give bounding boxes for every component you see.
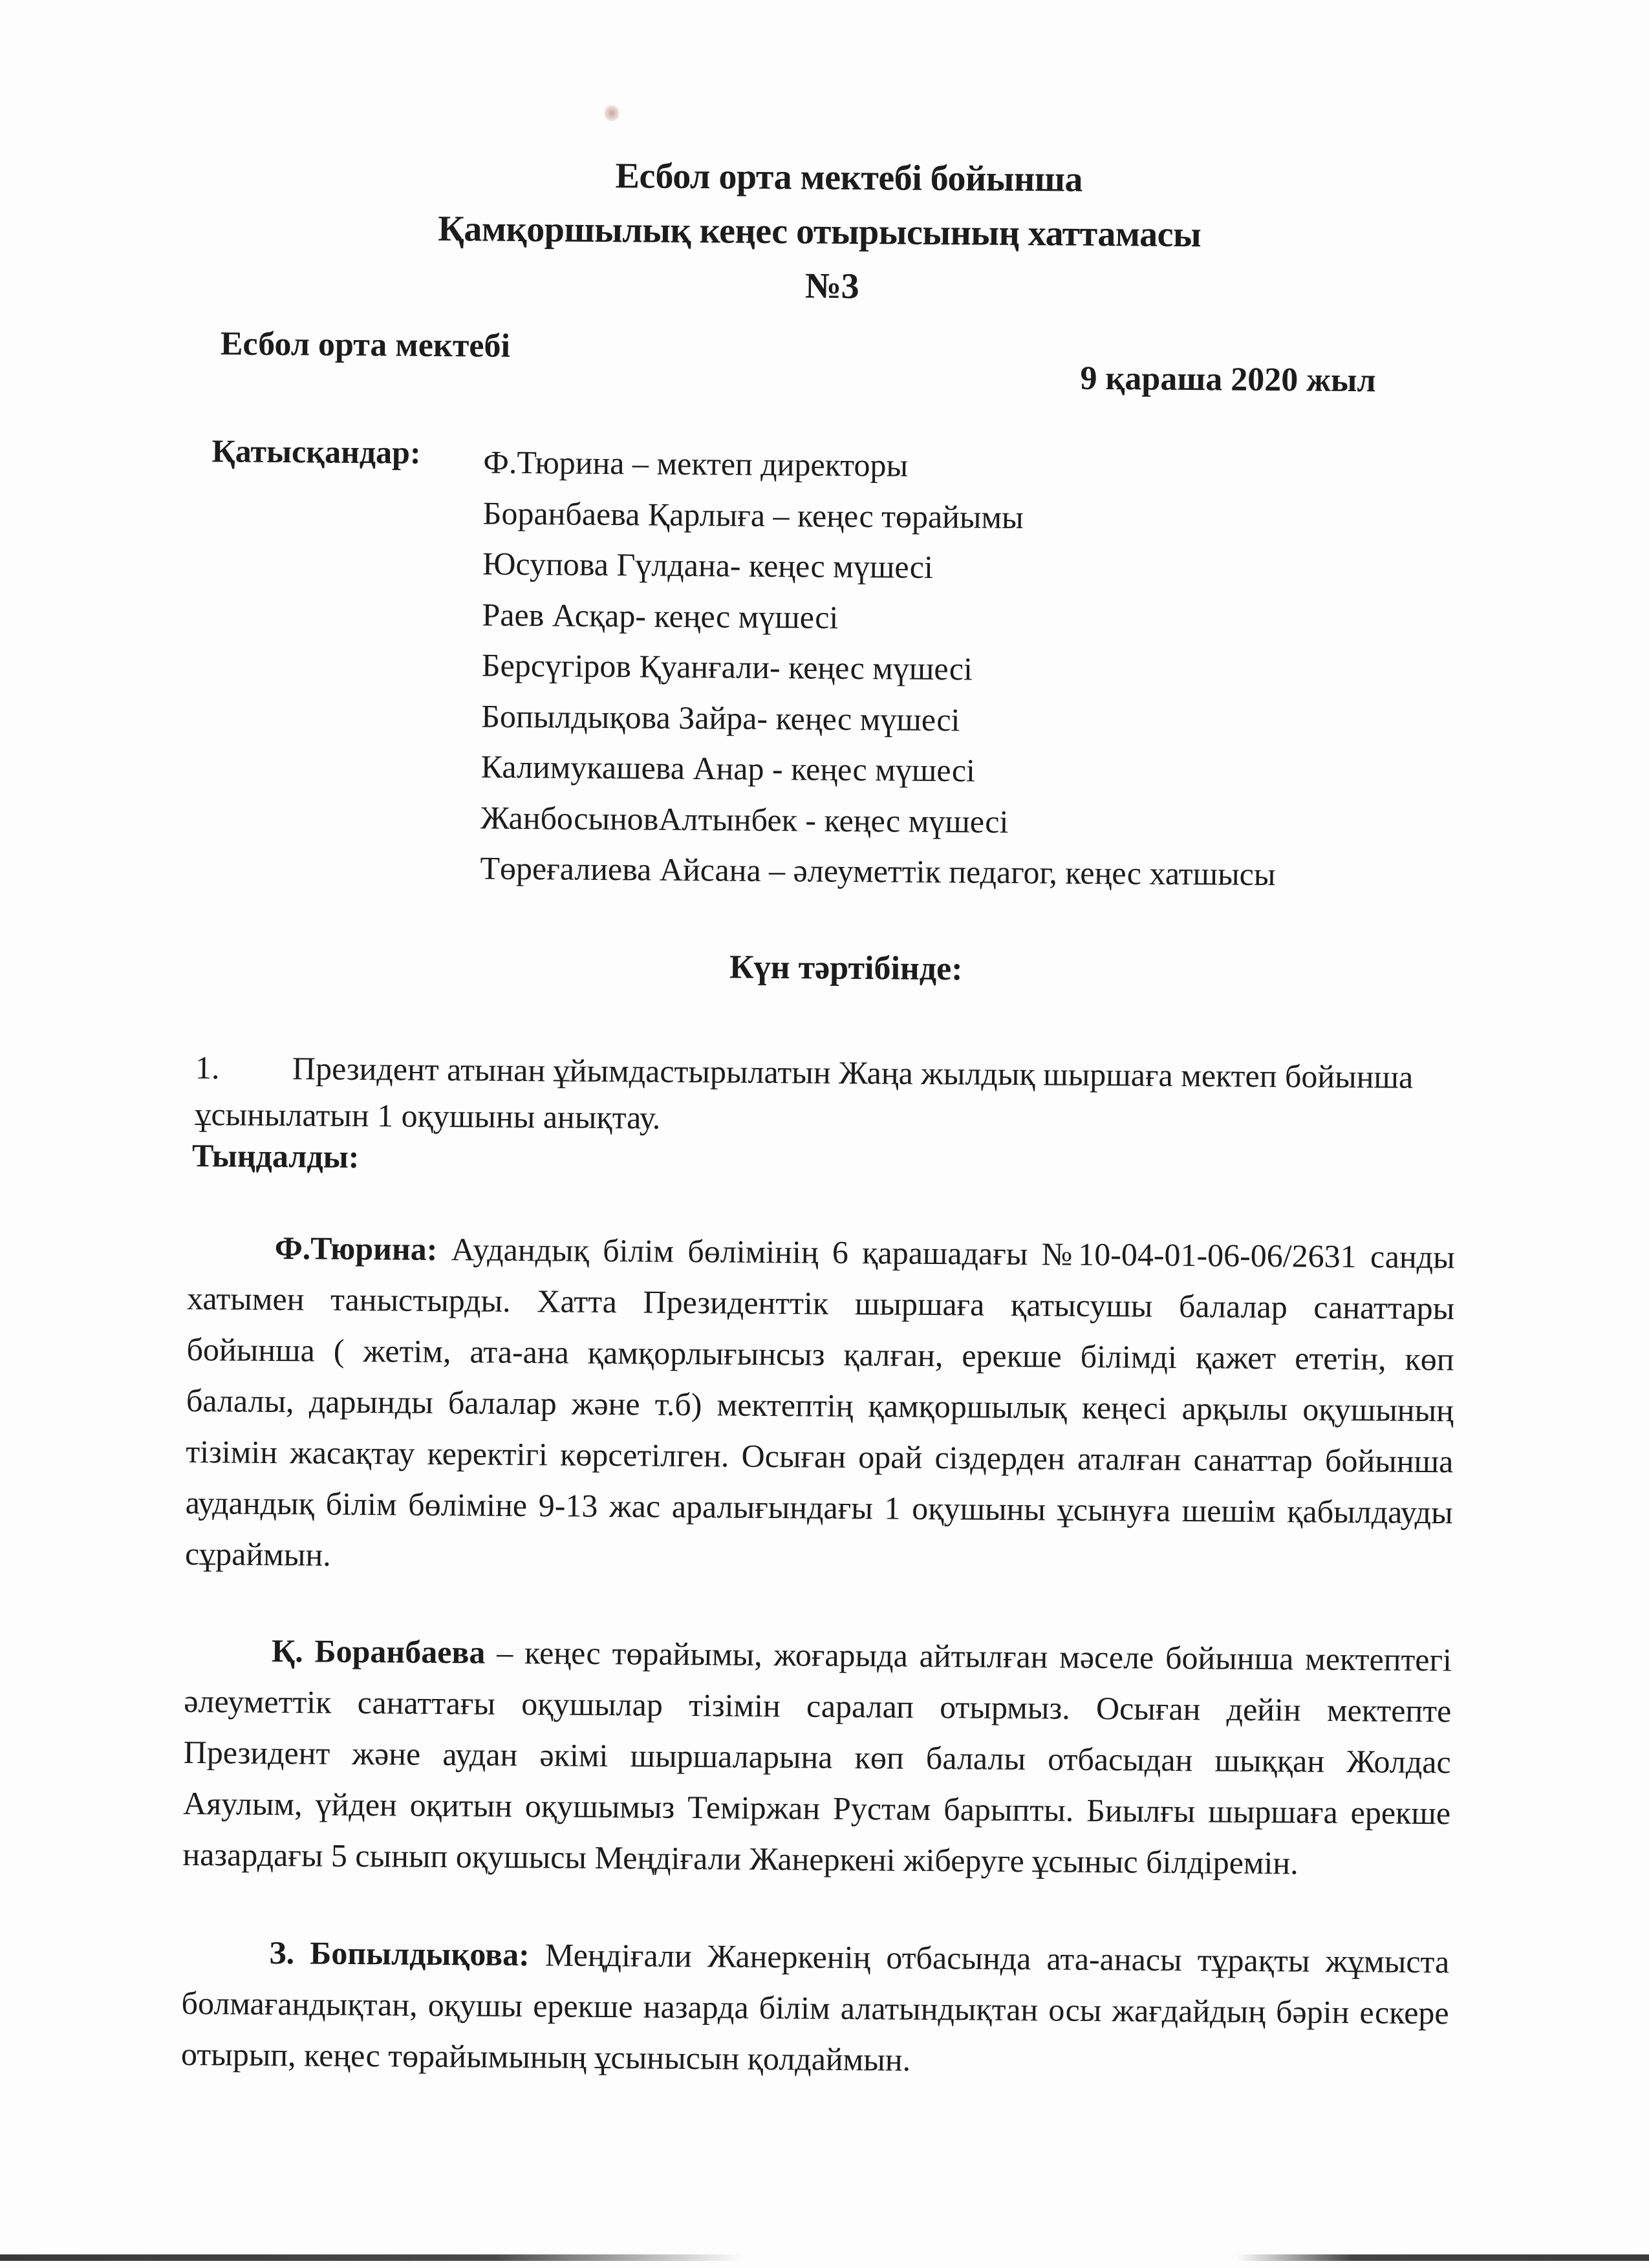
scan-stain-mark <box>605 103 619 123</box>
speaker-name: Қ. Боранбаева <box>271 1632 486 1671</box>
agenda-item-number: 1. <box>195 1049 220 1086</box>
scan-edge-shadow <box>0 2254 1649 2261</box>
document-title <box>195 145 1444 318</box>
speaker-name: Ф.Тюрина: <box>274 1230 438 1267</box>
speech-paragraph <box>181 1927 1450 2090</box>
attendee-item: Раев Асқар- кеңес мүшесі <box>482 595 839 636</box>
speech-text: Аудандық білім бөлімінің 6 қарашадағы №10-04-01-06-06/2631 санды хатымен таныстырды. Хатта Президенттік шыршаға қатысушы балалар санаттары бойынша ( жетім, ата-ана қамқорлығынсыз қалған, ерекше білімді қажет ететін, көп балалы, дарынды балалар және т.б) мектептің қамқоршылық кеңесі арқылы оқушының тізімін жасақтау керектігі көрсетілген. Осыған орай сіздерден аталған санаттар бойынша аудандық білім бөліміне 9-13 жас аралығындағы 1 оқушыны ұсынуға шешім қабылдауды сұраймын. <box>184 1230 1456 1573</box>
speaker-name: З. Бопылдықова: <box>269 1934 530 1973</box>
agenda-item <box>195 1044 1463 1147</box>
attendee-item: Калимукашева Анар - кеңес мүшесі <box>480 748 976 789</box>
speech-paragraph <box>182 1625 1452 1890</box>
attendee-item: Ф.Тюрина – мектеп директоры <box>483 444 909 484</box>
speech-text: – кеңес төрайымы, жоғарыда айтылған мәселе бойынша мектептегі әлеуметтік санаттағы оқушылар тізімін саралап отырмыз. Осыған дейін мектепте Президент және аудан әкімі шыршаларына көп балалы отбасыдан шыққан Жолдас Аяулым, үйден оқитын оқушымыз Теміржан Рустам барыпты. Биылғы шыршаға ерекше назардағы 5 сынып оқушысы Меңдіғали Жанеркені жіберуге ұсыныс білдіремін. <box>182 1634 1452 1881</box>
heard-label: Тыңдалды: <box>191 1137 360 1175</box>
meeting-location: Есбол орта мектебі <box>220 325 511 365</box>
attendee-item: Төреғалиева Айсана – әлеуметтік педагог, кеңес хатшысы <box>480 850 1276 893</box>
agenda-item-text: Президент атынан ұйымдастырылатын Жаңа жылдық шыршаға мектеп бойынша ұсынылатын 1 оқушыны анықтау. <box>195 1050 1414 1136</box>
attendee-item: ЖанбосыновАлтынбек - кеңес мүшесі <box>480 798 1009 840</box>
document-body <box>180 0 1456 2078</box>
attendee-item: Бопылдықова Зайра- кеңес мүшесі <box>481 697 960 738</box>
attendee-item: Боранбаева Қарлыға – кеңес төрайымы <box>482 494 1024 535</box>
attendee-item: Берсүгіров Қуанғали- кеңес мүшесі <box>481 647 973 687</box>
attendees-section <box>211 432 1454 893</box>
speech-paragraph <box>185 1222 1455 1589</box>
title-line-protocol: Қамқоршылық кеңес отырысының хаттамасы <box>437 208 1202 255</box>
attendees-label: Қатысқандар: <box>211 433 421 471</box>
agenda-heading: Күн тәртібінде: <box>729 948 963 988</box>
attendees-list <box>480 436 1279 899</box>
attendee-item: Юсупова Гүлдана- кеңес мүшесі <box>482 545 934 585</box>
meeting-date: 9 қараша 2020 жыл <box>1080 359 1376 400</box>
title-line-school: Есбол орта мектебі бойынша <box>615 156 1083 200</box>
title-line-number: №3 <box>804 266 859 307</box>
speech-text: Меңдіғали Жанеркенің отбасында ата-анасы тұрақты жұмыста болмағандықтан, оқушы ерекше назарда білім алатындықтан осы жағдайдың бәрін ескере отырып, кеңес төрайымының ұсынысын қолдаймын. <box>180 1936 1450 2078</box>
